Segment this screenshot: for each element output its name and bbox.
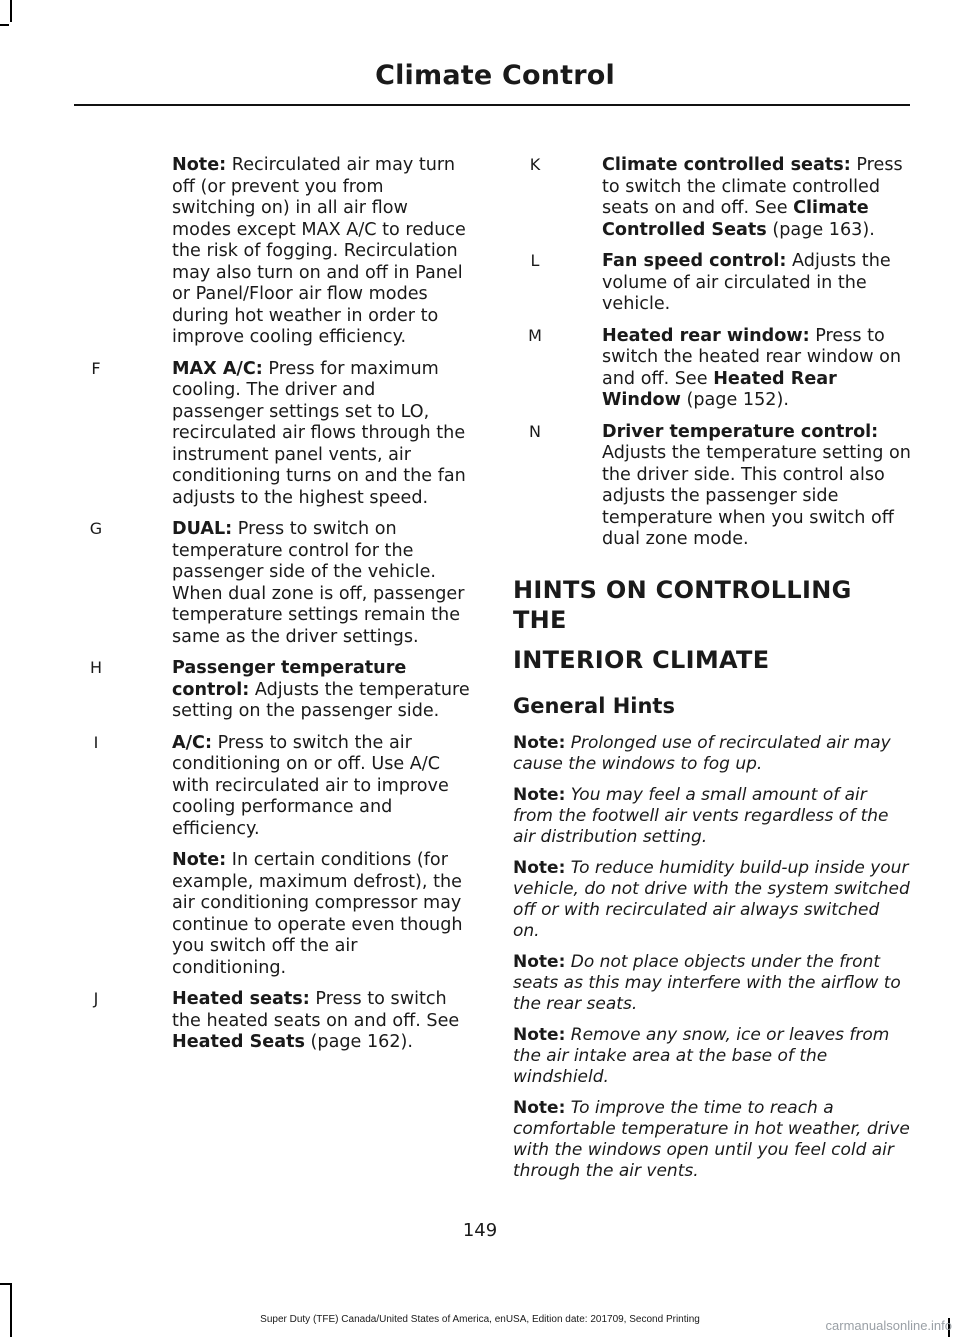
item-text: Adjusts the volume of air circulated in the vehicle. — [602, 251, 891, 314]
item-label: Fan speed control: — [602, 251, 787, 271]
note-label: Note: — [513, 784, 566, 805]
header-divider — [74, 104, 910, 106]
item-letter: G — [89, 519, 103, 538]
page-title: Climate Control — [375, 60, 615, 91]
section-heading — [513, 575, 911, 675]
note-label: Note: — [513, 1024, 566, 1045]
item-letter: I — [93, 732, 99, 752]
crop-mark — [0, 24, 9, 26]
list-item-g — [74, 519, 470, 648]
subsection-heading: General Hints — [513, 693, 675, 718]
crop-mark — [10, 0, 12, 22]
list-item-l — [513, 251, 911, 316]
item-label: Heated rear window: — [602, 325, 810, 346]
item-letter: N — [529, 421, 541, 441]
page-number: 149 — [462, 1220, 498, 1241]
item-text: Adjusts the temperature setting on the passenger side. — [172, 679, 470, 721]
note-text: Prolonged use of recirculated air may cause the windows to fog up. — [513, 732, 891, 774]
note-label: Note: — [172, 155, 227, 175]
item-text: Press to switch the climate controlled seats on and off. See — [602, 155, 903, 218]
note-label: Note: — [513, 732, 566, 753]
crop-mark — [10, 1285, 12, 1337]
item-label: Heated seats: — [172, 989, 310, 1009]
note-label: Note: — [513, 951, 566, 972]
item-label: MAX A/C: — [172, 358, 263, 379]
left-column — [74, 155, 470, 1064]
section-heading-line-1: HINTS ON CONTROLLING THE — [513, 575, 852, 634]
list-item-k — [513, 155, 911, 241]
item-label: Passenger temperature control: — [172, 658, 407, 700]
cross-reference-link[interactable]: Climate Controlled Seats — [602, 198, 869, 240]
item-text: Adjusts the temperature setting on the driver side. This control also adjusts the passenger side temperature when you switch off dual zone mode. — [602, 443, 911, 549]
note-label: Note: — [513, 857, 566, 878]
hint-note — [513, 785, 911, 848]
hint-note — [513, 1025, 911, 1088]
item-label: DUAL: — [172, 519, 233, 539]
note-text: Recirculated air may turn off (or prevent you from switching on) in all air flow modes except MAX A/C to reduce the risk of fogging. Recirculation may also turn on and off in Panel or Panel/Floor air flow modes during hot weather in order to improve cooling efficiency. — [172, 155, 466, 347]
note-text: You may feel a small amount of air from the footwell air vents regardless of the air distribution setting. — [513, 784, 889, 847]
note-label: Note: — [172, 850, 227, 870]
note-text: To reduce humidity build-up inside your vehicle, do not drive with the system switched off or with recirculated air always switched on. — [513, 857, 910, 941]
item-label: Climate controlled seats: — [602, 155, 851, 175]
item-letter: F — [91, 358, 101, 378]
list-item-h — [74, 658, 470, 723]
list-item-i — [74, 733, 470, 841]
note-text: Remove any snow, ice or leaves from the air intake area at the base of the windshield. — [513, 1024, 890, 1087]
note-recirculated — [74, 155, 470, 349]
item-letter: J — [93, 989, 99, 1008]
page-reference: (page 162). — [304, 1032, 413, 1052]
item-letter: M — [528, 325, 542, 345]
item-text: Press to switch the air conditioning on or off. Use A/C with recirculated air to improve cooling performance and efficiency. — [172, 732, 449, 839]
item-text: Press for maximum cooling. The driver and passenger settings set to LO, recirculated air flows through the instrument panel vents, air conditioning turns on and the fan adjusts to the highest speed. — [172, 358, 466, 508]
item-text: Press to switch on temperature control for the passenger side of the vehicle. When dual zone is off, passenger temperature settings remain the same as the driver settings. — [172, 519, 465, 647]
item-text: Press to switch the heated rear window on and off. See — [602, 325, 901, 389]
hint-note — [513, 858, 911, 942]
list-item-j — [74, 989, 470, 1054]
page-reference: (page 163). — [766, 219, 875, 240]
item-label: Driver temperature control: — [602, 421, 879, 442]
footer-edition: Super Duty (TFE) Canada/United States of America, enUSA, Edition date: 201709, Second Printing — [260, 1314, 700, 1325]
section-heading-line-2: INTERIOR CLIMATE — [513, 645, 770, 674]
crop-mark — [0, 1283, 12, 1285]
page-reference: (page 152). — [680, 390, 789, 410]
list-item-m — [513, 326, 911, 412]
note-text: Do not place objects under the front seats as this may interfere with the airflow to the rear seats. — [513, 951, 901, 1014]
hint-note — [513, 1098, 911, 1182]
right-column — [513, 155, 911, 1192]
note-label: Note: — [513, 1097, 566, 1118]
list-item-f — [74, 359, 470, 510]
list-item-n — [513, 422, 911, 551]
hint-note — [513, 952, 911, 1015]
note-text: To improve the time to reach a comfortable temperature in hot weather, drive with the windows open until you feel cold air through the air vents. — [513, 1097, 910, 1181]
note-ac — [74, 850, 470, 979]
note-text: In certain conditions (for example, maximum defrost), the air conditioning compressor may continue to operate even though you switch off the air conditioning. — [172, 850, 463, 978]
item-letter: K — [529, 155, 541, 174]
item-letter: H — [89, 658, 103, 677]
hint-note — [513, 733, 911, 775]
watermark: carmanualsonline.info — [825, 1318, 952, 1333]
item-text: Press to switch the heated seats on and off. See — [172, 989, 460, 1031]
item-letter: L — [530, 251, 540, 270]
cross-reference-link[interactable]: Heated Seats — [172, 1032, 305, 1052]
item-label: A/C: — [172, 732, 212, 753]
cross-reference-link[interactable]: Heated Rear Window — [602, 368, 837, 410]
